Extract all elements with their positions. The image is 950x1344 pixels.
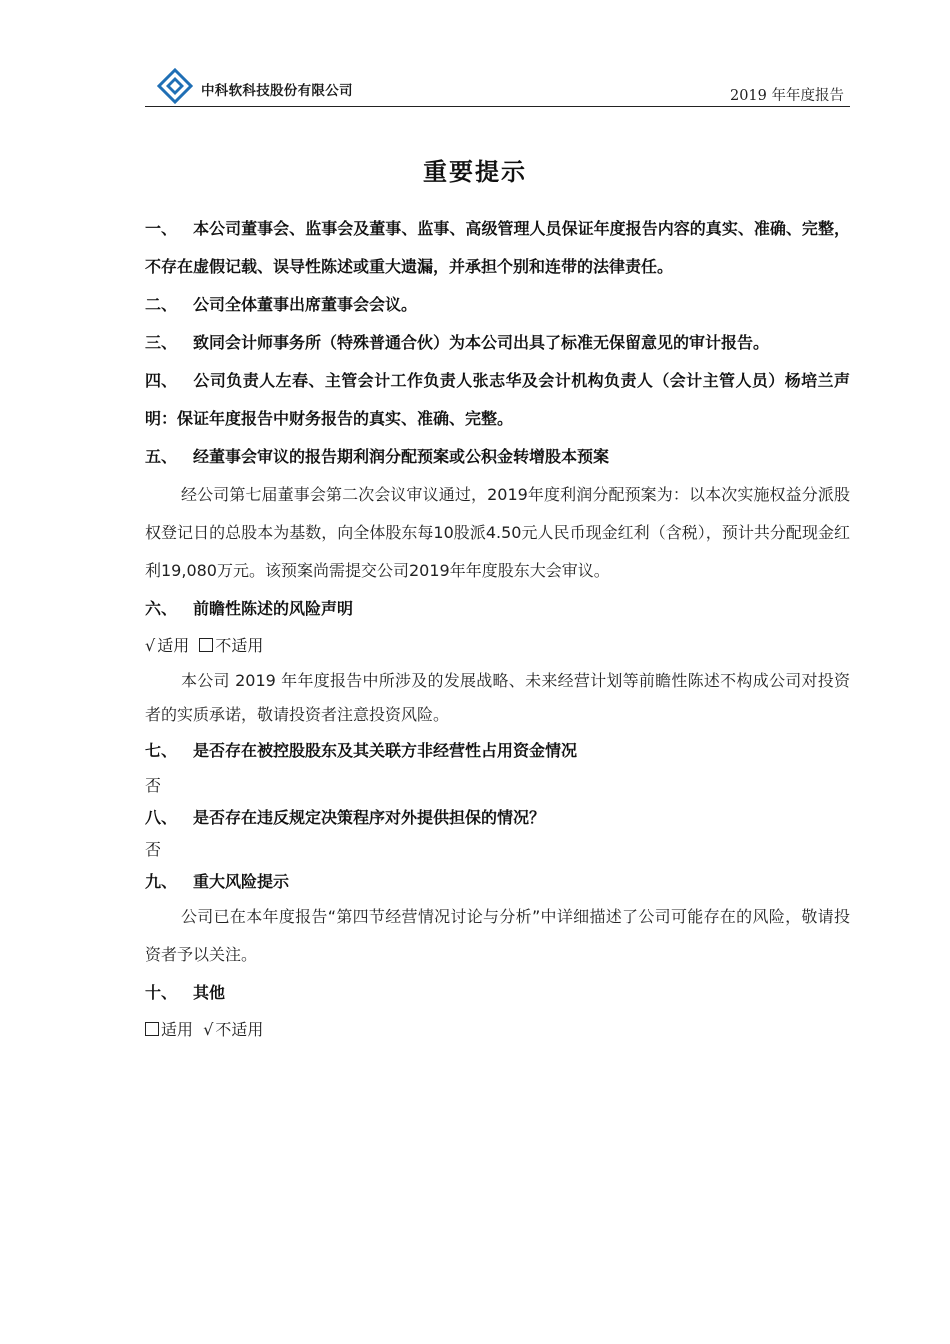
applicable-label: 适用 (157, 636, 190, 655)
major-risk-text: 公司已在本年度报告“第四节经营情况讨论与分析”中详细描述了公司可能存在的风险，敬请投资者予以关注。 (145, 907, 850, 964)
section-10-heading (145, 974, 850, 1012)
section-text: 前瞻性陈述的风险声明 (193, 599, 354, 618)
section-number: 五、 (145, 447, 178, 466)
not-applicable-label: 不适用 (215, 1020, 264, 1039)
page-title: 重要提示 (423, 158, 527, 186)
section-text: 公司全体董事出席董事会会议。 (193, 295, 418, 314)
section-8-answer: 否 (145, 840, 162, 859)
section-9-heading (145, 866, 850, 898)
section-number: 七、 (145, 741, 178, 760)
section-6-heading (145, 590, 850, 628)
report-label: 2019 年年度报告 (729, 88, 844, 104)
section-number: 二、 (145, 295, 178, 314)
section-3 (145, 324, 850, 362)
other-applicability-row (145, 1012, 850, 1048)
forward-looking-statement-text: 本公司 2019 年年度报告中所涉及的发展战略、未来经营计划等前瞻性陈述不构成公司对投资者的实质承诺，敬请投资者注意投资风险。 (145, 671, 850, 724)
section-7-heading (145, 732, 850, 770)
page-header (145, 62, 850, 107)
section-number: 十、 (145, 983, 178, 1002)
empty-checkbox-icon (199, 638, 213, 652)
section-number: 一、 (145, 219, 178, 238)
section-7-answer: 否 (145, 776, 162, 795)
section-number: 四、 (145, 371, 178, 390)
not-applicable-label: 不适用 (215, 636, 264, 655)
section-text: 公司负责人左春、主管会计工作负责人张志华及会计机构负责人（会计主管人员）杨培兰声明：保证年度报告中财务报告的真实、准确、完整。 (145, 371, 850, 428)
company-logo-icon (157, 68, 193, 104)
section-2 (145, 286, 850, 324)
check-mark-icon: √ (145, 636, 156, 655)
applicability-checkbox-row (145, 628, 850, 664)
section-5-heading (145, 438, 850, 476)
document-body (145, 210, 850, 1048)
section-1 (145, 210, 850, 286)
section-8-heading (145, 802, 850, 834)
company-name: 中科软科技股份有限公司 (201, 83, 353, 99)
section-number: 六、 (145, 599, 178, 618)
section-text: 经董事会审议的报告期利润分配预案或公积金转增股本预案 (193, 447, 610, 466)
empty-checkbox-icon (145, 1022, 159, 1036)
applicable-label: 适用 (161, 1020, 194, 1039)
section-text: 致同会计师事务所（特殊普通合伙）为本公司出具了标准无保留意见的审计报告。 (193, 333, 770, 352)
section-number: 九、 (145, 872, 178, 891)
section-number: 三、 (145, 333, 178, 352)
section-text: 是否存在违反规定决策程序对外提供担保的情况？ (193, 808, 546, 827)
section-4 (145, 362, 850, 438)
section-number: 八、 (145, 808, 178, 827)
check-mark-icon: √ (203, 1020, 214, 1039)
section-text: 重大风险提示 (193, 872, 290, 891)
profit-distribution-text: 经公司第七届董事会第二次会议审议通过，2019年度利润分配预案为：以本次实施权益分派股权登记日的总股本为基数，向全体股东每10股派4.50元人民币现金红利（含税），预计共分配现金红利19,080万元。该预案尚需提交公司2019年年度股东大会审议。 (145, 485, 850, 580)
section-text: 其他 (193, 983, 226, 1002)
section-text: 本公司董事会、监事会及董事、监事、高级管理人员保证年度报告内容的真实、准确、完整，不存在虚假记载、误导性陈述或重大遗漏，并承担个别和连带的法律责任。 (145, 219, 850, 276)
section-text: 是否存在被控股股东及其关联方非经营性占用资金情况 (193, 741, 578, 760)
